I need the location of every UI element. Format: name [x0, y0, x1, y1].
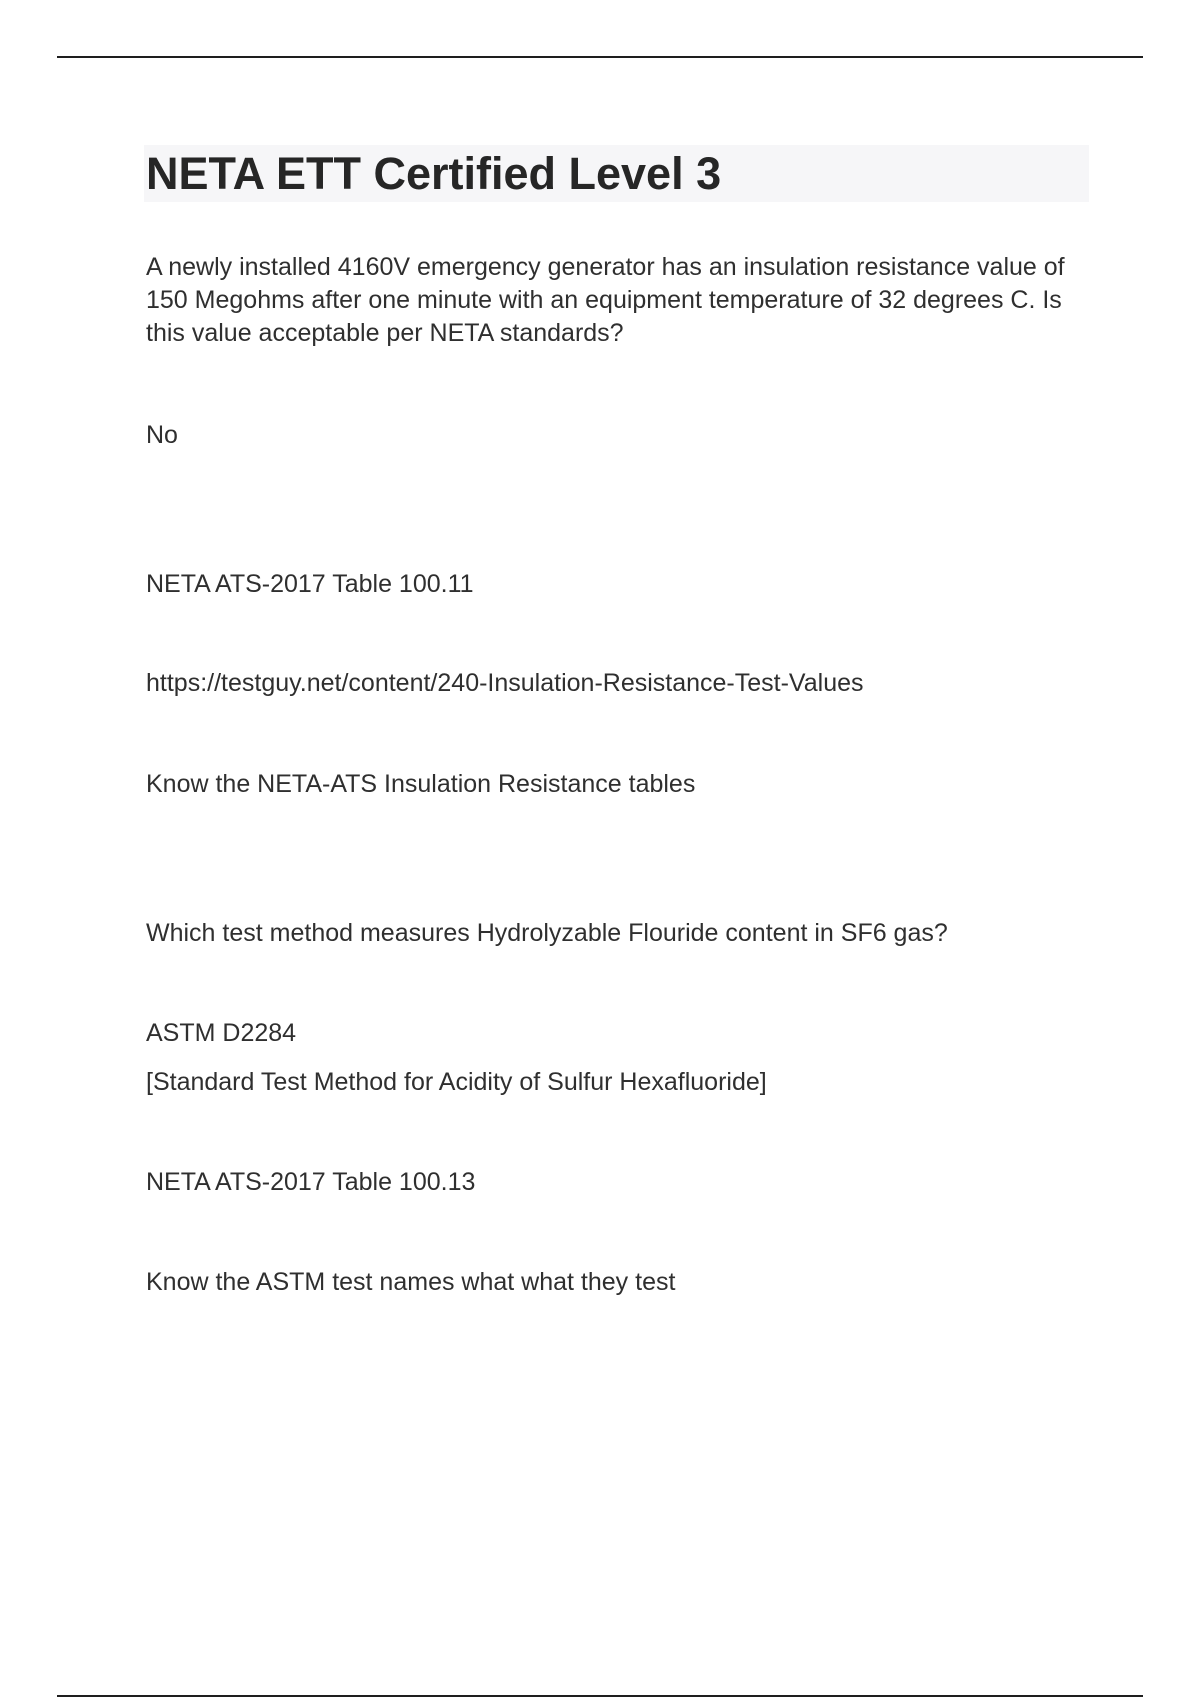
- card-1-question: A newly installed 4160V emergency generator has an insulation resistance value of 150 Megohms after one minute with an equipment temperature of 32 degrees C. Is this value acceptable per NETA standards?: [146, 253, 1065, 347]
- card-2-answer: ASTM D2284: [146, 1019, 297, 1047]
- card-2-answer-detail: [Standard Test Method for Acidity of Sulfur Hexafluoride]: [146, 1068, 767, 1096]
- card-1-note: Know the NETA-ATS Insulation Resistance tables: [146, 770, 696, 798]
- card-2-reference: NETA ATS-2017 Table 100.13: [146, 1168, 476, 1196]
- top-rule: [57, 56, 1143, 58]
- card-2-question: Which test method measures Hydrolyzable Flouride content in SF6 gas?: [146, 919, 948, 947]
- card-2-note: Know the ASTM test names what what they test: [146, 1268, 676, 1296]
- card-1-answer: No: [146, 421, 178, 449]
- bottom-rule: [57, 1695, 1143, 1697]
- card-1-link[interactable]: https://testguy.net/content/240-Insulation-Resistance-Test-Values: [146, 669, 864, 697]
- document-title: NETA ETT Certified Level 3: [146, 148, 722, 199]
- card-1-reference: NETA ATS-2017 Table 100.11: [146, 570, 474, 598]
